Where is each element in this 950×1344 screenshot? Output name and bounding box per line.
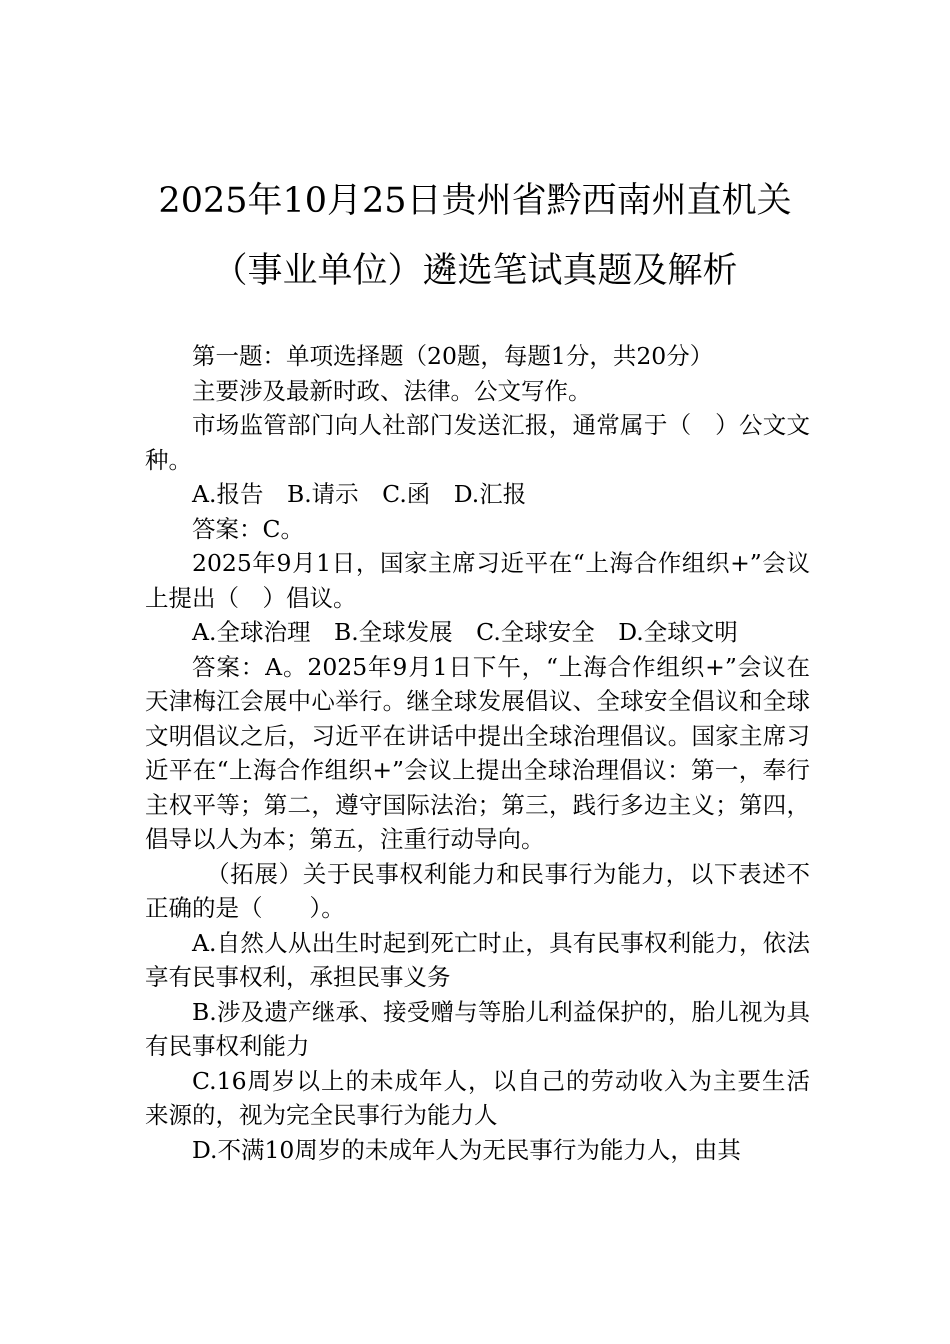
question-3-option-d: D.不满10周岁的未成年人为无民事行为能力人，由其: [192, 1135, 741, 1164]
question-1-options: A.报告 B.请示 C.函 D.汇报: [192, 480, 527, 508]
document-body: [145, 339, 810, 1167]
question-3: （拓展）关于民事权利能力和民事行为能力，以下表述不正确的是（ ）。: [145, 859, 810, 922]
document-title-line-1: 2025年10月25日贵州省黔西南州直机关: [158, 181, 792, 221]
section-heading: 第一题：单项选择题（20题，每题1分，共20分）: [192, 342, 714, 370]
question-2: 2025年9月1日，国家主席习近平在“上海合作组织+”会议上提出（ ）倡议。: [145, 549, 810, 612]
section-description: 主要涉及最新时政、法律。公文写作。: [192, 376, 592, 405]
document-title-line-2: （事业单位）遴选笔试真题及解析: [212, 251, 738, 291]
question-1: 市场监管部门向人社部门发送汇报，通常属于（ ）公文文种。: [145, 411, 810, 474]
question-3-option-a: A.自然人从出生时起到死亡时止，具有民事权利能力，依法享有民事权利，承担民事义务: [145, 928, 810, 991]
question-2-options: A.全球治理 B.全球发展 C.全球安全 D.全球文明: [192, 618, 738, 646]
question-2-answer: 答案：A。2025年9月1日下午，“上海合作组织+”会议在天津梅江会展中心举行。继全球发展倡议、全球安全倡议和全球文明倡议之后，习近平在讲话中提出全球治理倡议。国家主席习近平在“上海合作组织+”会议上提出全球治理倡议：第一，奉行主权平等；第二，遵守国际法治；第三，践行多边主义；第四，倡导以人为本；第五，注重行动导向。: [145, 652, 810, 853]
question-3-option-c: C.16周岁以上的未成年人，以自己的劳动收入为主要生活来源的，视为完全民事行为能力人: [145, 1066, 810, 1129]
question-1-answer: 答案：C。: [192, 514, 304, 543]
question-3-option-b: B.涉及遗产继承、接受赠与等胎儿利益保护的，胎儿视为具有民事权利能力: [145, 997, 810, 1060]
